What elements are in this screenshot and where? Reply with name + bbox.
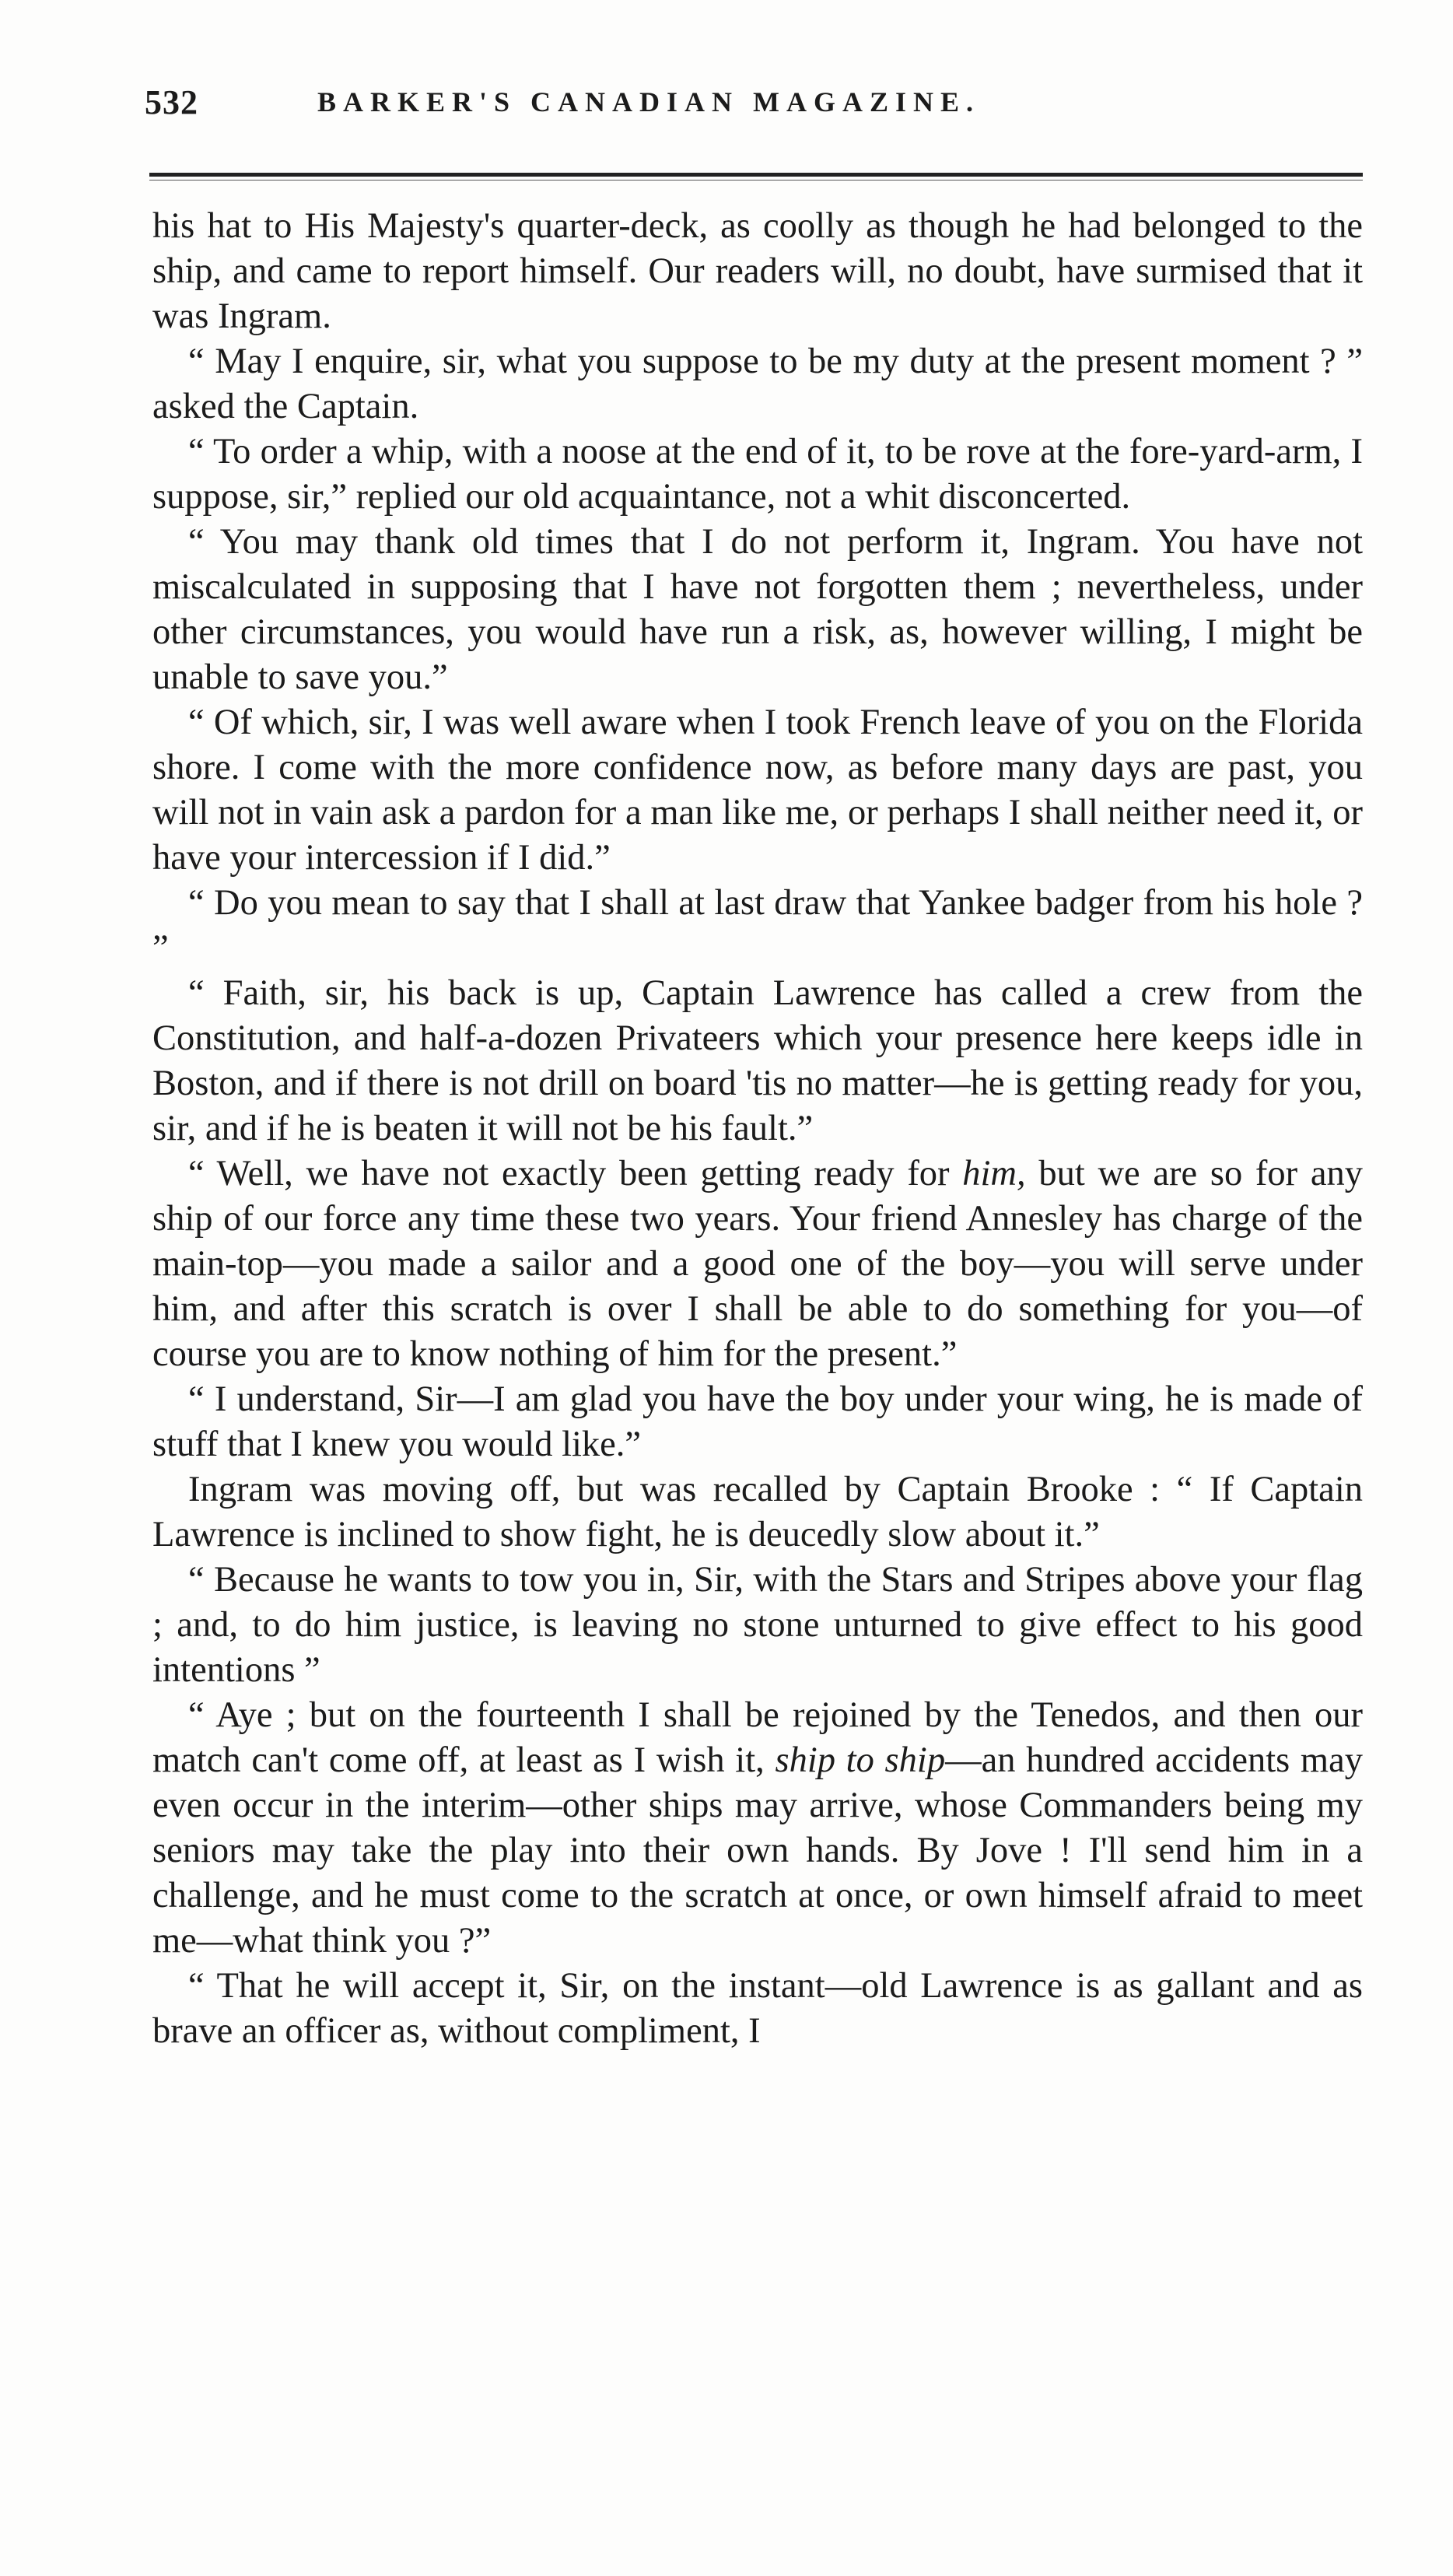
paragraph-6: “ Do you mean to say that I shall at last draw that Yankee badger from his hole ? ”	[152, 883, 1363, 968]
paragraph-1: his hat to His Majesty's quarter-deck, as coolly as though he had belonged to the ship, and came to report himself. Our readers will, no doubt, have surmised that it was Ingram.	[152, 206, 1363, 336]
paragraph-4: “ You may thank old times that I do not perform it, Ingram. You have not miscalculated in supposing that I have not forgotten them ; nevertheless, under other circumstances, you would have run a risk, as, however willing, I might be unable to save you.”	[152, 522, 1363, 697]
emphasis-text: him,	[962, 1154, 1026, 1193]
header-rule	[149, 173, 1363, 177]
paragraph-2: “ May I enquire, sir, what you suppose to be my duty at the present moment ? ” asked the Captain.	[152, 342, 1363, 426]
paragraph-7: “ Faith, sir, his back is up, Captain Lawrence has called a crew from the Constitution, and half-a-dozen Privateers which your presence here keeps idle in Boston, and if there is not drill on board 'tis no matter—he is getting ready for you, sir, and if he is beaten it will not be his fault.”	[152, 973, 1363, 1148]
paragraph-13: “ That he will accept it, Sir, on the instant—old Lawrence is as gallant and as brave an officer as, without compliment, I	[152, 1966, 1363, 2051]
paragraph-12: “ Aye ; but on the fourteenth I shall be rejoined by the Tenedos, and then our match can't come off, at least as I wish it, ship to ship—an hundred accidents may even occur in the interim—other ships may arrive, whose Commanders being my seniors may take the play into their own hands. By Jove ! I'll send him in a challenge, and he must come to the scratch at once, or own himself afraid to meet me—what think you ?”	[152, 1695, 1363, 1961]
page-number: 532	[145, 83, 198, 121]
paragraph-5: “ Of which, sir, I was well aware when I took French leave of you on the Florida shore. I come with the more confidence now, as before many days are past, you will not in vain ask a pardon for a man like me, or perhaps I shall neither need it, or have your intercession if I did.”	[152, 703, 1363, 878]
paragraph-11: “ Because he wants to tow you in, Sir, with the Stars and Stripes above your flag ; and, to do him justice, is leaving no stone unturned to give effect to his good intentions ”	[152, 1560, 1363, 1690]
body-text	[152, 204, 1363, 2522]
paragraph-8: “ Well, we have not exactly been getting ready for him, but we are so for any ship of our force any time these two years. Your friend Annesley has charge of the main-top—you made a sailor and a good one of the boy—you will serve under him, and after this scratch is over I shall be able to do something for you—of course you are to know nothing of him for the present.”	[152, 1154, 1363, 1374]
emphasis-text: ship to ship	[775, 1740, 946, 1780]
paragraph-3: “ To order a whip, with a noose at the end of it, to be rove at the fore-yard-arm, I suppose, sir,” replied our old acquaintance, not a whit disconcerted.	[152, 432, 1363, 517]
journal-title: BARKER'S CANADIAN MAGAZINE.	[317, 86, 981, 117]
running-head	[145, 75, 1366, 137]
paragraph-9: “ I understand, Sir—I am glad you have the boy under your wing, he is made of stuff that I knew you would like.”	[152, 1379, 1363, 1464]
paragraph-10: Ingram was moving off, but was recalled by Captain Brooke : “ If Captain Lawrence is inclined to show fight, he is deucedly slow about it.”	[152, 1470, 1363, 1554]
